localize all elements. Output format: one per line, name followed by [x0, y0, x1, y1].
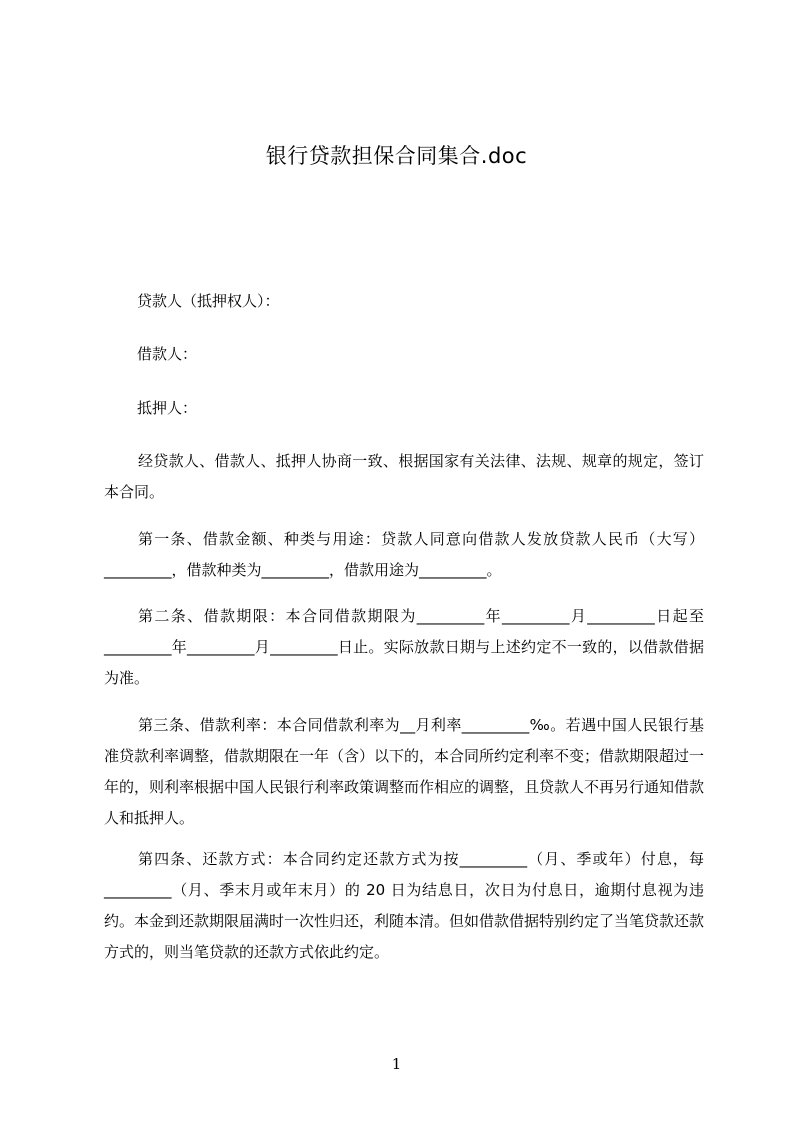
- article-2-paragraph: 第二条、借款期限：本合同借款期限为_________年_________月_________日起至_________年_________月_________日止。实际放款日期与上述约定不一致的，以借款借据为准。: [104, 607, 704, 687]
- article-3-paragraph: 第三条、借款利率：本合同借款利率为__月利率_________‰。若遇中国人民银行基准贷款利率调整，借款期限在一年（含）以下的，本合同所约定利率不变；借款期限超过一年的，则利率根据中国人民银行利率政策调整而作相应的调整，且贷款人不再另行通知借款人和抵押人。: [104, 716, 705, 827]
- lender-field: 贷款人（抵押权人）：: [137, 292, 280, 310]
- document-title: 银行贷款担保合同集合.doc: [265, 144, 528, 168]
- article-4-paragraph: 第四条、还款方式：本合同约定还款方式为按_________（月、季或年）付息，每_________（月、季末月或年末月）的 20 日为结息日，次日为付息日，逾期付息视为违约。本金到还款期限届满时一次性归还，利随本清。但如借款借据特别约定了当笔贷款还款方式的，则当笔贷款的还款方式依此约定。: [104, 850, 705, 961]
- article-1-paragraph: 第一条、借款金额、种类与用途：贷款人同意向借款人发放贷款人民币（大写）_________，借款种类为_________，借款用途为_________。: [104, 530, 704, 579]
- mortgagor-field: 抵押人：: [137, 399, 198, 417]
- page-number: 1: [391, 1055, 402, 1073]
- borrower-field: 借款人：: [137, 345, 198, 363]
- preamble-paragraph: 经贷款人、借款人、抵押人协商一致、根据国家有关法律、法规、规章的规定，签订本合同。: [104, 452, 704, 501]
